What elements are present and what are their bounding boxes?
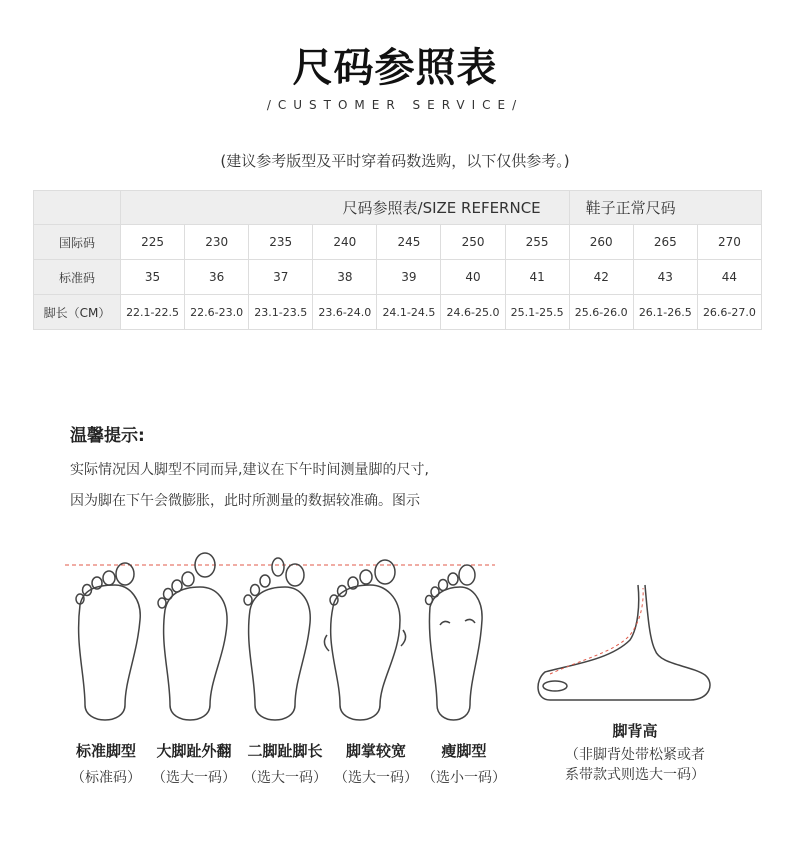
table-cell: 37 xyxy=(249,260,313,295)
table-cell: 265 xyxy=(633,225,697,260)
foot-type-name: 二脚趾脚长 xyxy=(247,742,323,760)
foot-type-name: 脚掌较宽 xyxy=(345,742,406,760)
table-cell: 240 xyxy=(313,225,377,260)
tips-title: 温馨提示: xyxy=(70,426,145,446)
table-cell: 22.1-22.5 xyxy=(121,295,185,330)
instep-name: 脚背高 xyxy=(612,722,658,740)
table-row-foot-length xyxy=(34,295,762,330)
size-reference-table xyxy=(33,190,762,330)
table-cell: 255 xyxy=(505,225,569,260)
toe-nail-icon xyxy=(543,681,567,691)
tips-line-1: 实际情况因人脚型不同而异,建议在下午时间测量脚的尺寸, xyxy=(70,462,429,478)
table-cell: 35 xyxy=(121,260,185,295)
table-cell: 41 xyxy=(505,260,569,295)
table-cell: 24.6-25.0 xyxy=(441,295,505,330)
table-cell: 38 xyxy=(313,260,377,295)
foot-type-name: 大脚趾外翻 xyxy=(156,742,232,760)
table-cell: 235 xyxy=(249,225,313,260)
foot-type-name: 瘦脚型 xyxy=(441,742,487,760)
table-cell: 26.6-27.0 xyxy=(697,295,761,330)
page-subtitle: /CUSTOMER SERVICE/ xyxy=(266,98,524,112)
tips-line-2: 因为脚在下午会微膨胀，此时所测量的数据较准确。图示 xyxy=(70,493,420,509)
table-cell: 22.6-23.0 xyxy=(185,295,249,330)
table-header-row xyxy=(34,191,762,225)
instep-note xyxy=(540,745,730,785)
table-cell: 42 xyxy=(569,260,633,295)
instep-foot-illustration xyxy=(530,580,730,705)
table-caption: 尺码参照表/SIZE REFERNCE xyxy=(121,191,570,225)
instep-note-line-1: （非脚背处带松紧或者 xyxy=(565,747,705,763)
table-cell: 24.1-24.5 xyxy=(377,295,441,330)
foot-type-note: （选大一码） xyxy=(334,770,418,786)
standard-foot-icon xyxy=(76,563,140,720)
thin-foot-icon xyxy=(426,565,483,720)
table-cell: 225 xyxy=(121,225,185,260)
foot-types-illustration xyxy=(55,545,505,735)
foot-type-note: （选小一码） xyxy=(422,770,506,786)
foot-type-name: 标准脚型 xyxy=(75,742,136,760)
table-cell: 39 xyxy=(377,260,441,295)
table-cell: 23.6-24.0 xyxy=(313,295,377,330)
table-cell: 250 xyxy=(441,225,505,260)
table-header-blank xyxy=(34,191,121,225)
page-title: 尺码参照表 xyxy=(292,45,498,91)
table-cell: 43 xyxy=(633,260,697,295)
table-cell: 36 xyxy=(185,260,249,295)
table-cell: 25.1-25.5 xyxy=(505,295,569,330)
table-cell: 23.1-23.5 xyxy=(249,295,313,330)
table-cell: 40 xyxy=(441,260,505,295)
row-label: 国际码 xyxy=(34,225,121,260)
row-label: 脚长（CM） xyxy=(34,295,121,330)
table-row-standard xyxy=(34,260,762,295)
instep-note-line-2: 系带款式则选大一码） xyxy=(565,767,705,783)
long-second-toe-foot-icon xyxy=(244,558,310,720)
wide-foot-icon xyxy=(324,560,405,720)
reference-note: (建议参考版型及平时穿着码数选购，以下仅供参考。) xyxy=(220,152,570,170)
table-cell: 44 xyxy=(697,260,761,295)
table-cell: 260 xyxy=(569,225,633,260)
table-cell: 245 xyxy=(377,225,441,260)
table-cell: 25.6-26.0 xyxy=(569,295,633,330)
table-cell: 26.1-26.5 xyxy=(633,295,697,330)
bunion-foot-icon xyxy=(158,553,227,720)
foot-type-note: （选大一码） xyxy=(152,770,236,786)
foot-type-note: （标准码） xyxy=(71,770,141,786)
table-cell: 270 xyxy=(697,225,761,260)
table-cell: 230 xyxy=(185,225,249,260)
foot-type-note: （选大一码） xyxy=(243,770,327,786)
row-label: 标准码 xyxy=(34,260,121,295)
table-caption-right: 鞋子正常尺码 xyxy=(569,191,761,225)
instep-guide-line xyxy=(550,588,643,674)
table-row-international xyxy=(34,225,762,260)
